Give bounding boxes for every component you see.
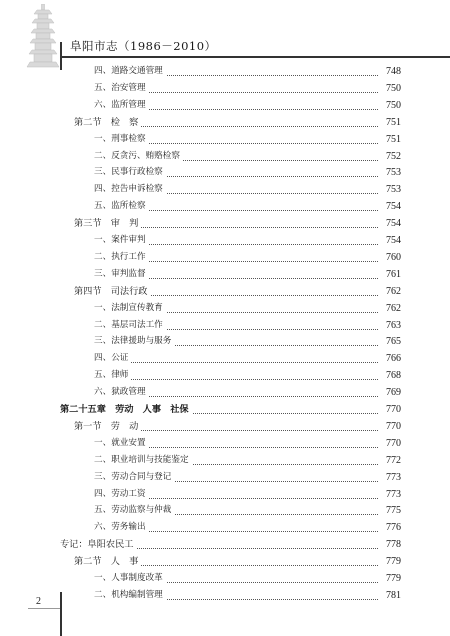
toc-entry-page: 760 xyxy=(381,248,401,267)
footer-divider xyxy=(28,608,60,609)
toc-entry-label: 二、职业培训与技能鉴定 xyxy=(94,451,192,470)
toc-entry-label: 四、道路交通管理 xyxy=(94,62,166,81)
toc-entry-page: 775 xyxy=(381,501,401,520)
toc-entry-page: 772 xyxy=(381,451,401,470)
toc-entry-label: 一、人事制度改革 xyxy=(94,569,166,588)
toc-entry-page: 762 xyxy=(381,299,401,318)
toc-entry-page: 770 xyxy=(381,434,401,453)
toc-entry-label: 六、狱政管理 xyxy=(94,383,149,402)
toc-entry-page: 761 xyxy=(381,265,401,284)
toc-entry-page: 753 xyxy=(381,180,401,199)
toc-entry-label: 四、公证 xyxy=(94,349,131,368)
toc-entry-page: 773 xyxy=(381,468,401,487)
toc-entry-page: 769 xyxy=(381,383,401,402)
toc-entry-label: 五、律师 xyxy=(94,366,131,385)
toc-entry-label: 第三节 审 判 xyxy=(74,214,141,233)
toc-entry-label: 三、劳动合同与登记 xyxy=(94,468,174,487)
toc-entry-label: 一、就业安置 xyxy=(94,434,149,453)
toc-entry-page: 773 xyxy=(381,485,401,504)
toc-entry-page: 766 xyxy=(381,349,401,368)
toc-entry-label: 二、机构编制管理 xyxy=(94,586,166,605)
page-title: 阜阳市志（1986－2010） xyxy=(70,39,217,53)
toc-entry-page: 770 xyxy=(381,400,401,419)
toc-entry-label: 第一节 劳 动 xyxy=(74,417,141,436)
toc-entry-page: 753 xyxy=(381,163,401,182)
toc-entry-label: 第二节 检 察 xyxy=(74,113,141,132)
toc-entry-label: 六、监所管理 xyxy=(94,96,149,115)
toc-entry-label: 一、案件审判 xyxy=(94,231,149,250)
page-header xyxy=(0,0,450,56)
toc-entry-page: 762 xyxy=(381,282,401,301)
toc-entry-label: 六、劳务输出 xyxy=(94,518,149,537)
footer-vertical-rule xyxy=(60,592,62,636)
toc-entry-label: 五、治安管理 xyxy=(94,79,149,98)
toc-entry-label: 第二节 人 事 xyxy=(74,552,141,571)
toc-entry-label: 第四节 司法行政 xyxy=(74,282,151,301)
toc-entry-page: 750 xyxy=(381,79,401,98)
toc-entry-page: 750 xyxy=(381,96,401,115)
toc-entry-label: 五、监所检察 xyxy=(94,197,149,216)
toc-entry-page: 768 xyxy=(381,366,401,385)
toc-entry-page: 779 xyxy=(381,552,401,571)
toc-entry[interactable] xyxy=(0,586,450,605)
toc-entry-page: 754 xyxy=(381,197,401,216)
toc-entry-page: 765 xyxy=(381,332,401,351)
toc-entry-page: 776 xyxy=(381,518,401,537)
toc-entry-page: 770 xyxy=(381,417,401,436)
toc-entry-label: 三、民事行政检察 xyxy=(94,163,166,182)
toc-entry-label: 二、反贪污、贿赂检察 xyxy=(94,147,183,166)
toc-entry-label: 四、劳动工资 xyxy=(94,485,149,504)
toc-entry-label: 三、法律援助与服务 xyxy=(94,332,174,351)
toc-entry-label: 四、控告申诉检察 xyxy=(94,180,166,199)
toc-entry-label: 三、审判监督 xyxy=(94,265,149,284)
toc-entry-page: 754 xyxy=(381,231,401,250)
toc-entry-page: 778 xyxy=(381,535,401,554)
toc-entry-label: 第二十五章 劳动 人事 社保 xyxy=(60,400,192,419)
pagoda-icon xyxy=(26,4,60,70)
toc-entry-label: 二、执行工作 xyxy=(94,248,149,267)
toc-entry-page: 779 xyxy=(381,569,401,588)
toc-entry-label: 一、法制宣传教育 xyxy=(94,299,166,318)
page-number: 2 xyxy=(36,596,41,607)
toc-entry-label: 一、刑事检察 xyxy=(94,130,149,149)
toc-entry-label: 五、劳动监察与仲裁 xyxy=(94,501,174,520)
toc-entry-label: 二、基层司法工作 xyxy=(94,316,166,335)
toc-entry-page: 751 xyxy=(381,113,401,132)
toc-entry-page: 754 xyxy=(381,214,401,233)
toc-entry-page: 763 xyxy=(381,316,401,335)
toc-entry-page: 751 xyxy=(381,130,401,149)
toc-entry-page: 752 xyxy=(381,147,401,166)
toc-entry-page: 781 xyxy=(381,586,401,605)
toc-entry-page: 748 xyxy=(381,62,401,81)
toc-entry-label: 专记：阜阳农民工 xyxy=(60,535,137,554)
